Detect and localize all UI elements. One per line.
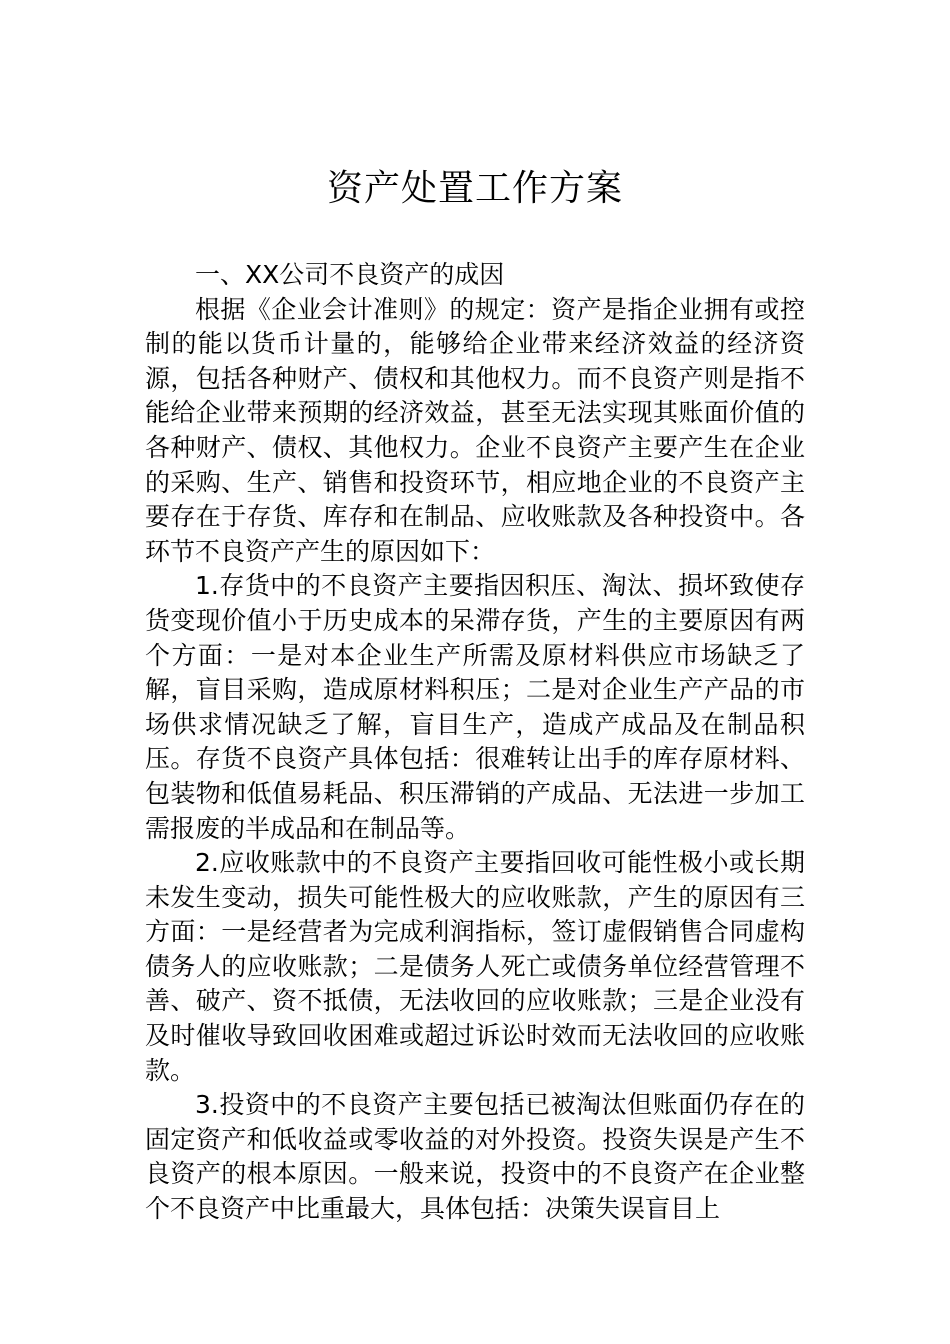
paragraph-intro: 根据《企业会计准则》的规定：资产是指企业拥有或控制的能以货币计量的，能够给企业带来经济效益的经济资源，包括各种财产、债权和其他权力。而不良资产则是指不能给企业带来预期的经济效益，甚至无法实现其账面价值的各种财产、债权、其他权力。企业不良资产主要产生在企业的采购、生产、销售和投资环节，相应地企业的不良资产主要存在于存货、库存和在制品、应收账款及各种投资中。各环节不良资产产生的原因如下： — [145, 294, 805, 566]
section-heading: 一、XX公司不良资产的成因 — [195, 260, 505, 289]
document-title: 资产处置工作方案 — [326, 168, 623, 209]
document-body — [145, 258, 805, 1227]
paragraph-investment: 3.投资中的不良资产主要包括已被淘汰但账面仍存在的固定资产和低收益或零收益的对外投资。投资失误是产生不良资产的根本原因。一般来说，投资中的不良资产在企业整个不良资产中比重最大，具体包括：决策失误盲目上 — [145, 1090, 805, 1224]
paragraph-inventory: 1.存货中的不良资产主要指因积压、淘汰、损坏致使存货变现价值小于历史成本的呆滞存货，产生的主要原因有两个方面：一是对本企业生产所需及原材料供应市场缺乏了解，盲目采购，造成原材料积压；二是对企业生产产品的市场供求情况缺乏了解，盲目生产，造成产成品及在制品积压。存货不良资产具体包括：很难转让出手的库存原材料、包装物和低值易耗品、积压滞销的产成品、无法进一步加工需报废的半成品和在制品等。 — [145, 571, 805, 843]
paragraph-receivables: 2.应收账款中的不良资产主要指回收可能性极小或长期未发生变动，损失可能性极大的应收账款，产生的原因有三方面：一是经营者为完成利润指标，签订虚假销售合同虚构债务人的应收账款；二是债务人死亡或债务单位经营管理不善、破产、资不抵债，无法收回的应收账款；三是企业没有及时催收导致回收困难或超过诉讼时效而无法收回的应收账款。 — [145, 848, 805, 1085]
